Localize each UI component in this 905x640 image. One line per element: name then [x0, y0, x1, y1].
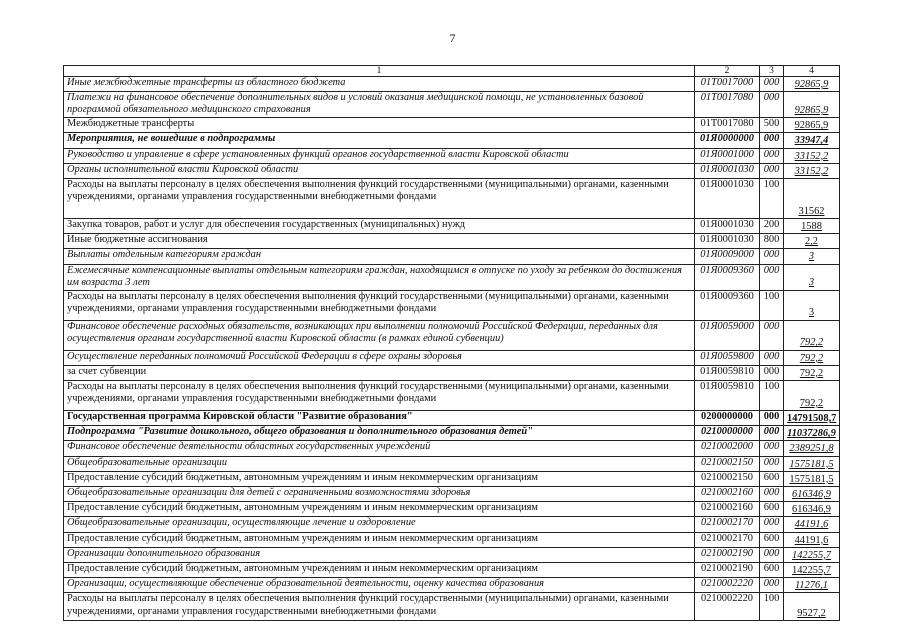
row-expense-type: 000	[760, 365, 784, 380]
amount-value: 14791508,7	[787, 413, 837, 425]
row-code: 0210002170	[695, 517, 760, 532]
table-row	[64, 249, 840, 264]
row-expense-type: 000	[760, 163, 784, 178]
row-amount	[784, 249, 840, 264]
row-code: 01Я0059000	[695, 320, 760, 350]
row-code: 0200000000	[695, 411, 760, 426]
header-col-4: 4	[784, 66, 840, 77]
table-row	[64, 118, 840, 133]
row-code: 0210002190	[695, 563, 760, 578]
row-code: 0210002150	[695, 471, 760, 486]
row-code: 01Я0001030	[695, 219, 760, 234]
row-expense-type: 100	[760, 381, 784, 411]
row-expense-type: 000	[760, 350, 784, 365]
row-amount	[784, 426, 840, 441]
amount-value: 142255,7	[792, 565, 831, 577]
row-amount	[784, 148, 840, 163]
table-row	[64, 426, 840, 441]
table-row	[64, 92, 840, 118]
row-expense-type: 800	[760, 234, 784, 249]
row-name: Общеобразовательные организации	[64, 456, 695, 471]
row-expense-type: 000	[760, 456, 784, 471]
row-name: Предоставление субсидий бюджетным, автономным учреждениям и иным некоммерческим организациям	[64, 532, 695, 547]
table-row	[64, 502, 840, 517]
amount-value: 44191,6	[794, 519, 829, 531]
row-code: 0210002160	[695, 502, 760, 517]
row-amount	[784, 234, 840, 249]
row-name: Расходы на выплаты персоналу в целях обеспечения выполнения функций государственными (муниципальными) органами, казенными учреждениями, органами управления государственными внебюджетными фондами	[64, 381, 695, 411]
row-name: Расходы на выплаты персоналу в целях обеспечения выполнения функций государственными (муниципальными) органами, казенными учреждениями, органами управления государственными внебюджетными фондами	[64, 179, 695, 219]
row-name: Руководство и управление в сфере установленных функций органов государственной власти Кировской области	[64, 148, 695, 163]
table-row	[64, 133, 840, 148]
header-col-2: 2	[695, 66, 760, 77]
row-name: Осуществление переданных полномочий Российской Федерации в сфере охраны здоровья	[64, 350, 695, 365]
amount-value: 92865,9	[794, 120, 829, 132]
row-amount	[784, 118, 840, 133]
row-name: Органы исполнительной власти Кировской области	[64, 163, 695, 178]
row-expense-type: 000	[760, 148, 784, 163]
amount-value: 33947,4	[794, 135, 829, 147]
row-expense-type: 500	[760, 118, 784, 133]
table-row	[64, 290, 840, 320]
row-name: Иные межбюджетные трансферты из областного бюджета	[64, 77, 695, 92]
amount-value: 792,2	[799, 367, 824, 379]
row-code: 01Я0001000	[695, 148, 760, 163]
table-row	[64, 264, 840, 290]
amount-value: 3	[808, 251, 815, 263]
table-row	[64, 593, 840, 621]
row-code: 01Я0059800	[695, 350, 760, 365]
row-code: 01Я0001030	[695, 179, 760, 219]
row-name: Общеобразовательные организации для детей с ограниченными возможностями здоровья	[64, 487, 695, 502]
row-amount	[784, 381, 840, 411]
row-amount	[784, 593, 840, 621]
row-name: Финансовое обеспечение расходных обязательств, возникающих при выполнении полномочий Российской Федерации, переданных для осуществления органам государственной власти Кировской области (в рамках единой субвенции)	[64, 320, 695, 350]
row-code: 0210002150	[695, 456, 760, 471]
amount-value: 792,2	[799, 352, 824, 364]
row-name: Ежемесячные компенсационные выплаты отдельным категориям граждан, находящимся в отпуске по уходу за ребенком до достижения им возраста 3 лет	[64, 264, 695, 290]
amount-value: 44191,6	[794, 534, 829, 546]
amount-value: 1575181,5	[789, 458, 834, 470]
row-code: 0210002220	[695, 593, 760, 621]
row-name: Закупка товаров, работ и услуг для обеспечения государственных (муниципальных) нужд	[64, 219, 695, 234]
row-expense-type: 600	[760, 532, 784, 547]
row-code: 0210002170	[695, 532, 760, 547]
row-amount	[784, 441, 840, 456]
row-amount	[784, 320, 840, 350]
row-expense-type: 100	[760, 593, 784, 621]
row-expense-type: 000	[760, 264, 784, 290]
amount-value: 792,2	[799, 397, 824, 409]
table-row	[64, 517, 840, 532]
row-amount	[784, 77, 840, 92]
row-code: 01Я0009360	[695, 264, 760, 290]
row-amount	[784, 350, 840, 365]
row-code: 0210002160	[695, 487, 760, 502]
table-row	[64, 365, 840, 380]
amount-value: 11037286,9	[787, 428, 836, 440]
amount-value: 31562	[798, 205, 825, 217]
table-row	[64, 441, 840, 456]
row-expense-type: 000	[760, 517, 784, 532]
row-expense-type: 000	[760, 441, 784, 456]
amount-value: 3	[808, 307, 815, 319]
row-code: 01Я0059810	[695, 365, 760, 380]
amount-value: 2,2	[805, 236, 818, 248]
row-name: Предоставление субсидий бюджетным, автономным учреждениям и иным некоммерческим организациям	[64, 502, 695, 517]
row-amount	[784, 563, 840, 578]
row-name: Государственная программа Кировской области "Развитие образования"	[64, 411, 695, 426]
row-amount	[784, 471, 840, 486]
row-expense-type: 000	[760, 487, 784, 502]
row-code: 0210002000	[695, 441, 760, 456]
row-amount	[784, 179, 840, 219]
row-code: 01Т0017080	[695, 118, 760, 133]
row-expense-type: 100	[760, 290, 784, 320]
row-name: Иные бюджетные ассигнования	[64, 234, 695, 249]
amount-value: 1588	[801, 221, 822, 233]
row-amount	[784, 532, 840, 547]
amount-value: 1575181,5	[789, 473, 834, 485]
row-expense-type: 600	[760, 502, 784, 517]
amount-value: 2389251,8	[789, 443, 834, 455]
row-amount	[784, 578, 840, 593]
row-name: Межбюджетные трансферты	[64, 118, 695, 133]
table-row	[64, 471, 840, 486]
row-expense-type: 000	[760, 426, 784, 441]
row-code: 01Т0017080	[695, 92, 760, 118]
row-amount	[784, 365, 840, 380]
row-code: 0210000000	[695, 426, 760, 441]
amount-value: 33152,2	[794, 165, 829, 177]
row-expense-type: 000	[760, 133, 784, 148]
table-row	[64, 532, 840, 547]
row-name: Платежи на финансовое обеспечение дополнительных видов и условий оказания медицинской помощи, не установленных базовой программой обязательного медицинского страхования	[64, 92, 695, 118]
amount-value: 616346,9	[792, 504, 831, 516]
row-amount	[784, 456, 840, 471]
row-code: 01Я0009360	[695, 290, 760, 320]
table-row	[64, 411, 840, 426]
row-code: 0210002220	[695, 578, 760, 593]
row-amount	[784, 487, 840, 502]
row-amount	[784, 133, 840, 148]
row-expense-type: 000	[760, 77, 784, 92]
row-code: 01Я0000000	[695, 133, 760, 148]
table-row	[64, 179, 840, 219]
table-row	[64, 456, 840, 471]
table-row	[64, 563, 840, 578]
row-name: Общеобразовательные организации, осуществляющие лечение и оздоровление	[64, 517, 695, 532]
row-amount	[784, 411, 840, 426]
row-amount	[784, 547, 840, 562]
table-row	[64, 234, 840, 249]
amount-value: 33152,2	[794, 150, 829, 162]
table-row	[64, 77, 840, 92]
page-number: 7	[449, 31, 456, 45]
row-name: Предоставление субсидий бюджетным, автономным учреждениям и иным некоммерческим организациям	[64, 471, 695, 486]
row-name: Мероприятия, не вошедшие в подпрограммы	[64, 133, 695, 148]
row-expense-type: 200	[760, 219, 784, 234]
row-name: Предоставление субсидий бюджетным, автономным учреждениям и иным некоммерческим организациям	[64, 563, 695, 578]
row-name: Расходы на выплаты персоналу в целях обеспечения выполнения функций государственными (муниципальными) органами, казенными учреждениями, органами управления государственными внебюджетными фондами	[64, 290, 695, 320]
row-code: 01Т0017000	[695, 77, 760, 92]
row-amount	[784, 92, 840, 118]
row-expense-type: 600	[760, 563, 784, 578]
row-expense-type: 000	[760, 249, 784, 264]
row-amount	[784, 290, 840, 320]
row-expense-type: 000	[760, 578, 784, 593]
row-name: Подпрограмма "Развитие дошкольного, общего образования и дополнительного образования детей"	[64, 426, 695, 441]
row-code: 01Я0001030	[695, 234, 760, 249]
row-expense-type: 000	[760, 411, 784, 426]
table-row	[64, 219, 840, 234]
row-name: Выплаты отдельным категориям граждан	[64, 249, 695, 264]
amount-value: 9527,2	[797, 608, 826, 620]
amount-value: 616346,9	[792, 489, 831, 501]
table-header-row	[64, 66, 840, 77]
row-code: 01Я0059810	[695, 381, 760, 411]
row-code: 01Я0009000	[695, 249, 760, 264]
row-amount	[784, 517, 840, 532]
row-expense-type: 100	[760, 179, 784, 219]
row-name: Организации, осуществляющие обеспечение образовательной деятельности, оценку качества образования	[64, 578, 695, 593]
row-expense-type: 000	[760, 547, 784, 562]
budget-table	[63, 65, 840, 621]
table-row	[64, 547, 840, 562]
row-name: Финансовое обеспечение деятельности областных государственных учреждений	[64, 441, 695, 456]
row-amount	[784, 264, 840, 290]
row-expense-type: 000	[760, 320, 784, 350]
table-row	[64, 381, 840, 411]
table-row	[64, 578, 840, 593]
row-amount	[784, 502, 840, 517]
row-name: за счет субвенции	[64, 365, 695, 380]
header-col-1: 1	[64, 66, 695, 77]
table-row	[64, 350, 840, 365]
amount-value: 142255,7	[792, 549, 831, 561]
row-name: Расходы на выплаты персоналу в целях обеспечения выполнения функций государственными (муниципальными) органами, казенными учреждениями, органами управления государственными внебюджетными фондами	[64, 593, 695, 621]
table-row	[64, 148, 840, 163]
table-row	[64, 487, 840, 502]
row-expense-type: 000	[760, 92, 784, 118]
amount-value: 3	[808, 277, 815, 289]
table-row	[64, 163, 840, 178]
amount-value: 792,2	[799, 337, 824, 349]
header-col-3: 3	[760, 66, 784, 77]
row-amount	[784, 163, 840, 178]
row-code: 0210002190	[695, 547, 760, 562]
amount-value: 92865,9	[794, 79, 829, 90]
row-expense-type: 600	[760, 471, 784, 486]
row-name: Организации дополнительного образования	[64, 547, 695, 562]
row-amount	[784, 219, 840, 234]
table-row	[64, 320, 840, 350]
row-code: 01Я0001030	[695, 163, 760, 178]
amount-value: 11276,1	[795, 580, 828, 592]
amount-value: 92865,9	[794, 105, 829, 116]
